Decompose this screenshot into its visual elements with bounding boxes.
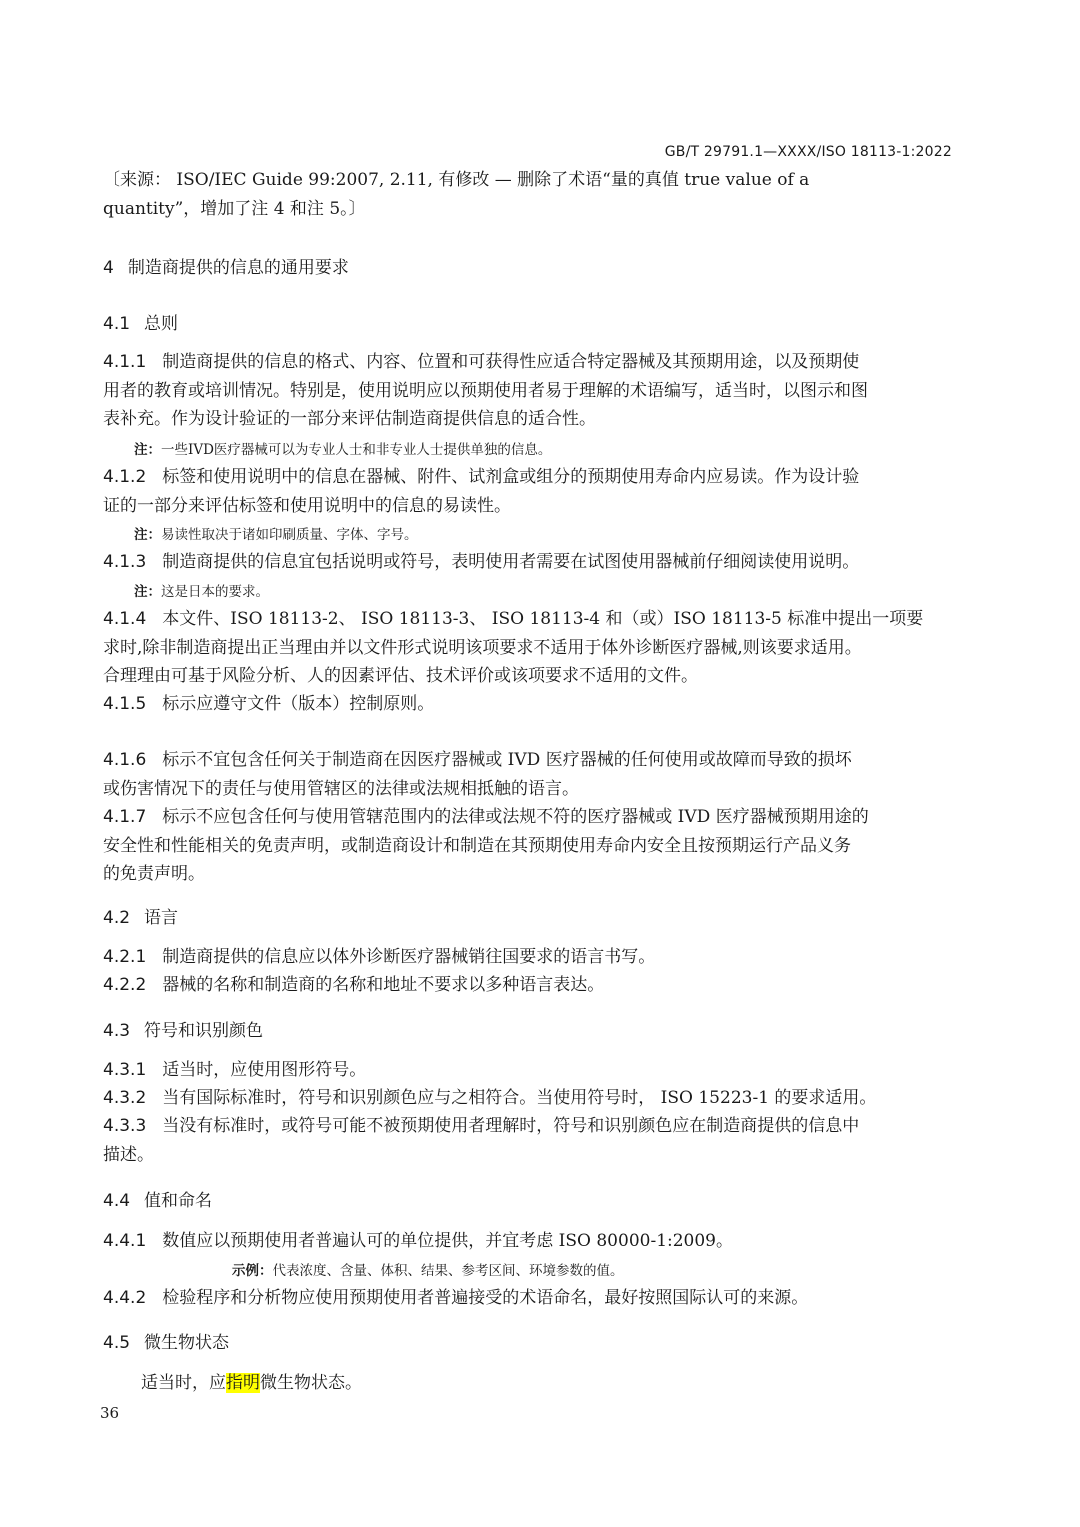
note bbox=[134, 580, 269, 600]
note bbox=[134, 523, 418, 543]
clause-number: 4.3.2 bbox=[103, 1088, 147, 1108]
clause-text: 微生物状态。 bbox=[260, 1373, 362, 1393]
source-note bbox=[103, 166, 953, 223]
source-note-line: 〔来源： ISO/IEC Guide 99:2007, 2.11, 有修改 — 删除了术语“量的真值 true value of a bbox=[103, 170, 810, 190]
clause-4-3-2 bbox=[103, 1084, 953, 1113]
clause-text: 器械的名称和制造商的名称和地址不要求以多种语言表达。 bbox=[162, 975, 605, 995]
subsection-number: 4.5 bbox=[103, 1333, 131, 1353]
clause-4-2-2 bbox=[103, 971, 953, 1000]
note-label: 注： bbox=[134, 527, 161, 543]
clause-text: 制造商提供的信息应以体外诊断医疗器械销往国要求的语言书写。 bbox=[162, 947, 656, 967]
clause-text: 标示不宜包含任何关于制造商在因医疗器械或 IVD 医疗器械的任何使用或故障而导致的损坏 bbox=[162, 750, 852, 770]
clause-4-4-2 bbox=[103, 1284, 953, 1313]
clause-4-1-7 bbox=[103, 803, 953, 889]
clause-4-2-1 bbox=[103, 943, 953, 972]
clause-number: 4.1.4 bbox=[103, 609, 147, 629]
clause-text: 的免责声明。 bbox=[103, 864, 205, 884]
note-label: 注： bbox=[134, 442, 161, 458]
note-text: 易读性取决于诸如印刷质量、字体、字号。 bbox=[161, 527, 418, 543]
example-text: 代表浓度、含量、体积、结果、参考区间、环境参数的值。 bbox=[272, 1263, 624, 1279]
clause-4-4-1 bbox=[103, 1227, 953, 1256]
note-label: 注： bbox=[134, 584, 161, 600]
example bbox=[232, 1259, 624, 1279]
clause-4-1-5 bbox=[103, 690, 953, 719]
clause-number: 4.4.2 bbox=[103, 1288, 147, 1308]
clause-4-3-3 bbox=[103, 1112, 953, 1169]
clause-number: 4.1.7 bbox=[103, 807, 147, 827]
clause-number: 4.1.5 bbox=[103, 694, 147, 714]
clause-text: 数值应以预期使用者普遍认可的单位提供，并宜考虑 ISO 80000-1:2009。 bbox=[162, 1231, 734, 1251]
clause-number: 4.1.1 bbox=[103, 352, 147, 372]
clause-text: 当没有标准时，或符号可能不被预期使用者理解时，符号和识别颜色应在制造商提供的信息中 bbox=[162, 1116, 860, 1136]
clause-text: 标示应遵守文件（版本）控制原则。 bbox=[162, 694, 435, 714]
subsection-title: 符号和识别颜色 bbox=[144, 1021, 264, 1041]
clause-4-1-3 bbox=[103, 548, 953, 577]
clause-4-1-6 bbox=[103, 746, 953, 803]
clause-text: 本文件、ISO 18113-2、 ISO 18113-3、 ISO 18113-4 和（或）ISO 18113-5 标准中提出一项要 bbox=[162, 609, 924, 629]
clause-text: 制造商提供的信息的格式、内容、位置和可获得性应适合特定器械及其预期用途，以及预期使 bbox=[162, 352, 860, 372]
clause-text: 适当时，应使用图形符号。 bbox=[162, 1060, 367, 1080]
clause-text: 制造商提供的信息宜包括说明或符号，表明使用者需要在试图使用器械前仔细阅读使用说明。 bbox=[162, 552, 860, 572]
subsection-heading bbox=[103, 1186, 212, 1211]
clause-text: 标签和使用说明中的信息在器械、附件、试剂盒或组分的预期使用寿命内应易读。作为设计验 bbox=[162, 467, 860, 487]
clause-number: 4.1.2 bbox=[103, 467, 147, 487]
subsection-number: 4.3 bbox=[103, 1021, 131, 1041]
note-text: 一些IVD医疗器械可以为专业人士和非专业人士提供单独的信息。 bbox=[161, 442, 552, 458]
clause-text: 表补充。作为设计验证的一部分来评估制造商提供信息的适合性。 bbox=[103, 409, 596, 429]
clause-4-3-1 bbox=[103, 1056, 953, 1085]
subsection-number: 4.4 bbox=[103, 1191, 131, 1211]
section-number: 4 bbox=[103, 258, 114, 278]
note bbox=[134, 438, 551, 458]
note-text: 这是日本的要求。 bbox=[161, 584, 269, 600]
clause-text: 适当时，应 bbox=[141, 1373, 226, 1393]
clause-text: 检验程序和分析物应使用预期使用者普遍接受的术语命名，最好按照国际认可的来源。 bbox=[162, 1288, 809, 1308]
subsection-title: 微生物状态 bbox=[144, 1333, 230, 1353]
clause-text: 证的一部分来评估标签和使用说明中的信息的易读性。 bbox=[103, 495, 511, 516]
subsection-heading bbox=[103, 903, 178, 928]
subsection-heading bbox=[103, 309, 178, 334]
clause-number: 4.2.2 bbox=[103, 975, 147, 995]
page-number: 36 bbox=[100, 1404, 120, 1422]
clause-number: 4.4.1 bbox=[103, 1231, 147, 1251]
clause-text: 用者的教育或培训情况。特别是，使用说明应以预期使用者易于理解的术语编写，适当时，以图示和图 bbox=[103, 380, 868, 401]
subsection-heading bbox=[103, 1328, 229, 1353]
subsection-title: 语言 bbox=[144, 908, 179, 928]
clause-number: 4.1.3 bbox=[103, 552, 147, 572]
highlighted-text: 指明 bbox=[226, 1373, 260, 1393]
section-heading bbox=[103, 253, 349, 278]
clause-text: 标示不应包含任何与使用管辖范围内的法律或法规不符的医疗器械或 IVD 医疗器械预期用途的 bbox=[162, 807, 869, 827]
document-id-header: GB/T 29791.1—XXXX/ISO 18113-1:2022 bbox=[664, 144, 952, 160]
subsection-heading bbox=[103, 1016, 263, 1041]
clause-4-1-2 bbox=[103, 463, 953, 520]
clause-text: 求时,除非制造商提出正当理由并以文件形式说明该项要求不适用于体外诊断医疗器械,则该要求适用。 bbox=[103, 637, 862, 658]
subsection-number: 4.2 bbox=[103, 908, 131, 928]
source-note-line: quantity”，增加了注 4 和注 5。〕 bbox=[103, 198, 366, 219]
subsection-number: 4.1 bbox=[103, 314, 131, 334]
subsection-title: 值和命名 bbox=[144, 1191, 213, 1211]
section-title: 制造商提供的信息的通用要求 bbox=[127, 258, 349, 278]
clause-text: 当有国际标准时，符号和识别颜色应与之相符合。当使用符号时， ISO 15223-1 的要求适用。 bbox=[162, 1088, 877, 1108]
clause-number: 4.2.1 bbox=[103, 947, 147, 967]
clause-text: 安全性和性能相关的免责声明，或制造商设计和制造在其预期使用寿命内安全且按预期运行产品义务 bbox=[103, 835, 851, 856]
subsection-title: 总则 bbox=[144, 314, 179, 334]
clause-4-1-4 bbox=[103, 605, 953, 691]
clause-number: 4.3.1 bbox=[103, 1060, 147, 1080]
clause-number: 4.3.3 bbox=[103, 1116, 147, 1136]
clause-4-1-1 bbox=[103, 348, 953, 434]
clause-text: 合理理由可基于风险分析、人的因素评估、技术评价或该项要求不适用的文件。 bbox=[103, 666, 698, 686]
clause-text: 描述。 bbox=[103, 1144, 154, 1165]
clause-4-5 bbox=[141, 1369, 921, 1398]
example-label: 示例： bbox=[232, 1263, 273, 1279]
clause-text: 或伤害情况下的责任与使用管辖区的法律或法规相抵触的语言。 bbox=[103, 778, 579, 799]
clause-number: 4.1.6 bbox=[103, 750, 147, 770]
